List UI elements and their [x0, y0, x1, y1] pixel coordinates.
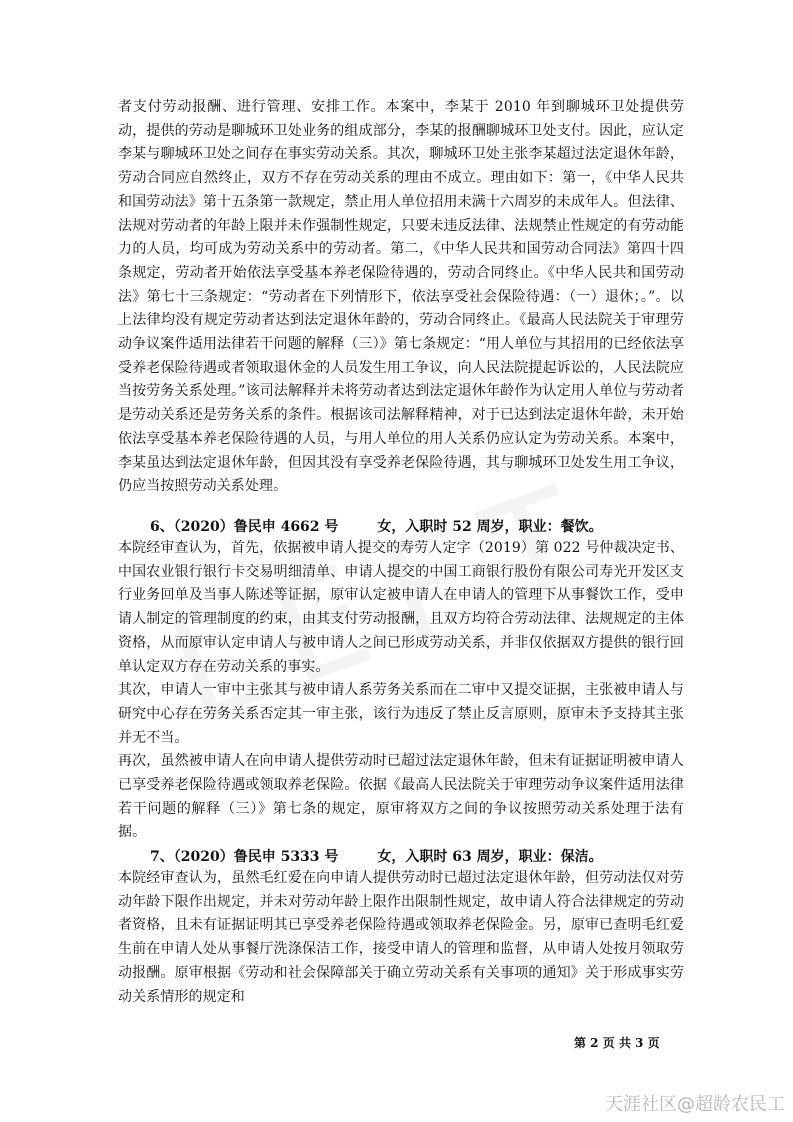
case-6-heading: 6、（2020）鲁民申 4662 号 女，入职时 52 周岁，职业：餐饮。	[150, 519, 603, 535]
case-6-body	[118, 537, 684, 845]
case-7-heading: 7、（2020）鲁民申 5333 号 女，入职时 63 周岁，职业：保洁。	[150, 849, 603, 865]
source-credit: 天涯社区@超龄农民工	[605, 1094, 785, 1115]
case-7-body	[118, 867, 684, 1009]
paragraph-text: 者支付劳动报酬、进行管理、安排工作。本案中，李某于 2010 年到聊城环卫处提供劳动，提供的劳动是聊城环卫处业务的组成部分，李某的报酬聊城环卫处支付。因此，应认定李某与聊城环卫处之间存在事实劳动关系。其次，聊城环卫处主张李某超过法定退休年龄，劳动合同应自然终止，双方不存在劳动关系的理由不成立。理由如下：第一，《中华人民共和国劳动法》第十五条第一款规定，禁止用人单位招用未满十六周岁的未成年人。但法律、法规对劳动者的年龄上限并未作强制性规定，只要未违反法律、法规禁止性规定的有劳动能力的人员，均可成为劳动关系中的劳动者。第二，《中华人民共和国劳动合同法》第四十四条规定，劳动者开始依法享受基本养老保险待遇的，劳动合同终止。《中华人民共和国劳动法》第七十三条规定：“劳动者在下列情形下，依法享受社会保险待遇：（一）退休；。”。以上法律均没有规定劳动者达到法定退休年龄的，劳动合同终止。《最高人民法院关于审理劳动争议案件适用法律若干问题的解释（三）》第七条规定：“用人单位与其招用的已经依法享受养老保险待遇或者领取退休金的人员发生用工争议，向人民法院提起诉讼的，人民法院应当按劳务关系处理。”该司法解释并未将劳动者达到法定退休年龄作为认定用人单位与劳动者是劳动关系还是劳务关系的条件。根据该司法解释精神，对于已达到法定退休年龄，未开始依法享受基本养老保险待遇的人员，与用人单位的用人关系仍应认定为劳动关系。本案中，李某虽达到法定退休年龄，但因其没有享受养老保险待遇，其与聊城环卫处发生用工争议，仍应当按照劳动关系处理。	[118, 99, 684, 495]
case-7-paragraph-1: 本院经审查认为，虽然毛红爱在向申请人提供劳动时已超过法定退休年龄，但劳动法仅对劳动年龄下限作出规定，并未对劳动年龄上限作出限制性规定，故申请人符合法律规定的劳动者资格，且未有证据证明其已享受养老保险待遇或领取养老保险金。另，原审已查明毛红爱生前在申请人处从事餐厅洗涤保洁工作，接受申请人的管理和监督，从申请人处按月领取劳动报酬。原审根据《劳动和社会保障部关于确立劳动关系有关事项的通知》关于形成事实劳动关系情形的规定和	[118, 870, 684, 1005]
case-6-paragraph-1: 本院经审查认为，首先，依据被申请人提交的寿劳人定字（2019）第 022 号仲裁决定书、中国农业银行银行卡交易明细清单、申请人提交的中国工商银行股份有限公司寿光开发区支行业务回单及当事人陈述等证据，原审认定被申请人在申请人的管理下从事餐饮工作，受申请人制定的管理制度的约束，由其支付劳动报酬，且双方均符合劳动法律、法规规定的主体资格，从而原审认定申请人与被申请人之间已形成劳动关系，并非仅依据双方提供的银行回单认定双方存在劳动关系的事实。	[118, 540, 684, 675]
case-6-paragraph-2: 其次，申请人一审中主张其与被申请人系劳务关系而在二审中又提交证据，主张被申请人与研究中心存在劳务关系否定其一审主张，该行为违反了禁止反言原则，原审未予支持其主张并无不当。	[118, 682, 684, 746]
case-6-paragraph-3: 再次，虽然被申请人在向申请人提供劳动时已超过法定退休年龄，但未有证据证明被申请人已享受养老保险待遇或领取养老保险。依据《最高人民法院关于审理劳动争议案件适用法律若干问题的解释（三）》第七条的规定，原审将双方之间的争议按照劳动关系处理于法有据。	[118, 753, 684, 841]
paragraph-top	[118, 96, 684, 499]
page-number-footer: 第 2 页 共 3 页	[574, 1036, 660, 1050]
